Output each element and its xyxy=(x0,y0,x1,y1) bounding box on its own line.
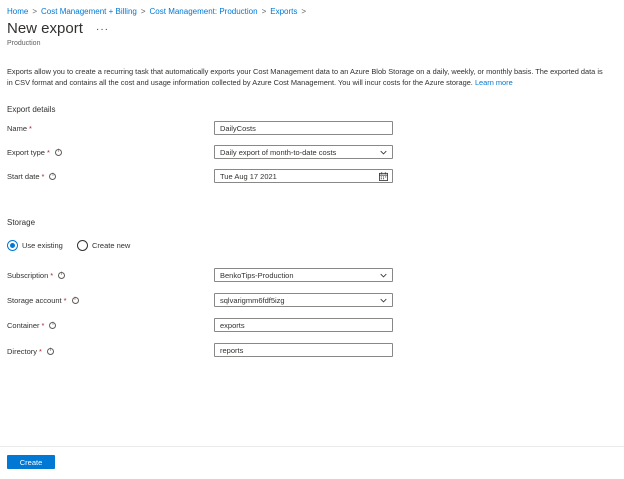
directory-label-text: Directory xyxy=(7,347,38,356)
info-icon[interactable] xyxy=(49,173,56,180)
export-type-label-text: Export type xyxy=(7,148,45,157)
more-options-icon[interactable]: ··· xyxy=(96,24,109,35)
info-icon[interactable] xyxy=(55,149,62,156)
required-marker: * xyxy=(41,321,45,330)
subscription-dropdown[interactable] xyxy=(214,268,393,282)
storage-account-value: sqlvarigmm6fdf5izg xyxy=(220,295,285,305)
learn-more-link[interactable]: Learn more xyxy=(474,77,513,87)
name-label xyxy=(7,124,32,133)
create-new-label: Create new xyxy=(92,241,131,250)
description-text: Exports allow you to create a recurring task that automatically exports your Cost Management data to an Azure Blob Storage on a daily, weekly, or monthly basis. The exported data is in CSV format and contains all the cost and usage information collected by Azure Cost Management. You will incur costs for the Azure storage. xyxy=(7,67,603,87)
info-icon[interactable] xyxy=(49,322,56,329)
breadcrumb-separator: > xyxy=(261,6,267,16)
subscription-label-text: Subscription xyxy=(7,271,49,280)
create-new-radio[interactable] xyxy=(77,240,130,251)
export-description xyxy=(7,67,607,88)
required-marker: * xyxy=(29,124,32,133)
start-date-label xyxy=(7,172,56,181)
start-date-label-text: Start date xyxy=(7,172,40,181)
required-marker: * xyxy=(46,148,50,157)
export-type-dropdown[interactable] xyxy=(214,145,393,159)
info-icon[interactable] xyxy=(72,297,79,304)
subscription-value: BenkoTips-Production xyxy=(220,270,294,280)
breadcrumb-separator: > xyxy=(32,6,38,16)
breadcrumb-separator: > xyxy=(301,6,307,16)
start-date-picker[interactable] xyxy=(214,169,393,183)
required-marker: * xyxy=(39,347,42,356)
storage-account-dropdown[interactable] xyxy=(214,293,393,307)
container-value: exports xyxy=(220,320,245,330)
name-value: DailyCosts xyxy=(220,123,256,133)
chevron-down-icon xyxy=(380,149,387,156)
start-date-value: Tue Aug 17 2021 xyxy=(220,171,277,181)
storage-account-label-text: Storage account xyxy=(7,296,62,305)
breadcrumb xyxy=(7,5,310,17)
required-marker: * xyxy=(50,271,54,280)
directory-label xyxy=(7,347,54,356)
use-existing-label: Use existing xyxy=(22,241,63,250)
required-marker: * xyxy=(63,296,67,305)
subscription-label xyxy=(7,271,65,280)
directory-value: reports xyxy=(220,345,244,355)
info-icon[interactable] xyxy=(47,348,54,355)
storage-account-label xyxy=(7,296,79,305)
footer-divider xyxy=(0,446,624,447)
required-marker: * xyxy=(41,172,45,181)
radio-unselected-icon xyxy=(77,240,88,251)
container-label-text: Container xyxy=(7,321,40,330)
create-button[interactable]: Create xyxy=(7,455,55,469)
calendar-icon[interactable] xyxy=(379,172,388,181)
directory-input[interactable] xyxy=(214,343,393,357)
page-subtitle: Production xyxy=(7,40,41,47)
breadcrumb-cost-management-billing[interactable]: Cost Management + Billing xyxy=(41,6,137,16)
storage-heading: Storage xyxy=(7,218,36,227)
radio-selected-icon xyxy=(7,240,18,251)
breadcrumb-separator: > xyxy=(140,6,146,16)
container-input[interactable] xyxy=(214,318,393,332)
chevron-down-icon xyxy=(380,297,387,304)
use-existing-radio[interactable] xyxy=(7,240,63,251)
export-type-value: Daily export of month-to-date costs xyxy=(220,147,337,157)
chevron-down-icon xyxy=(380,272,387,279)
page-title: New export xyxy=(7,20,83,37)
name-input[interactable] xyxy=(214,121,393,135)
container-label xyxy=(7,321,56,330)
breadcrumb-exports[interactable]: Exports xyxy=(270,6,298,16)
info-icon[interactable] xyxy=(58,272,65,279)
export-type-label xyxy=(7,148,62,157)
export-details-heading: Export details xyxy=(7,105,56,114)
name-label-text: Name xyxy=(7,124,28,133)
breadcrumb-cost-management-production[interactable]: Cost Management: Production xyxy=(149,6,258,16)
breadcrumb-home[interactable]: Home xyxy=(7,6,29,16)
